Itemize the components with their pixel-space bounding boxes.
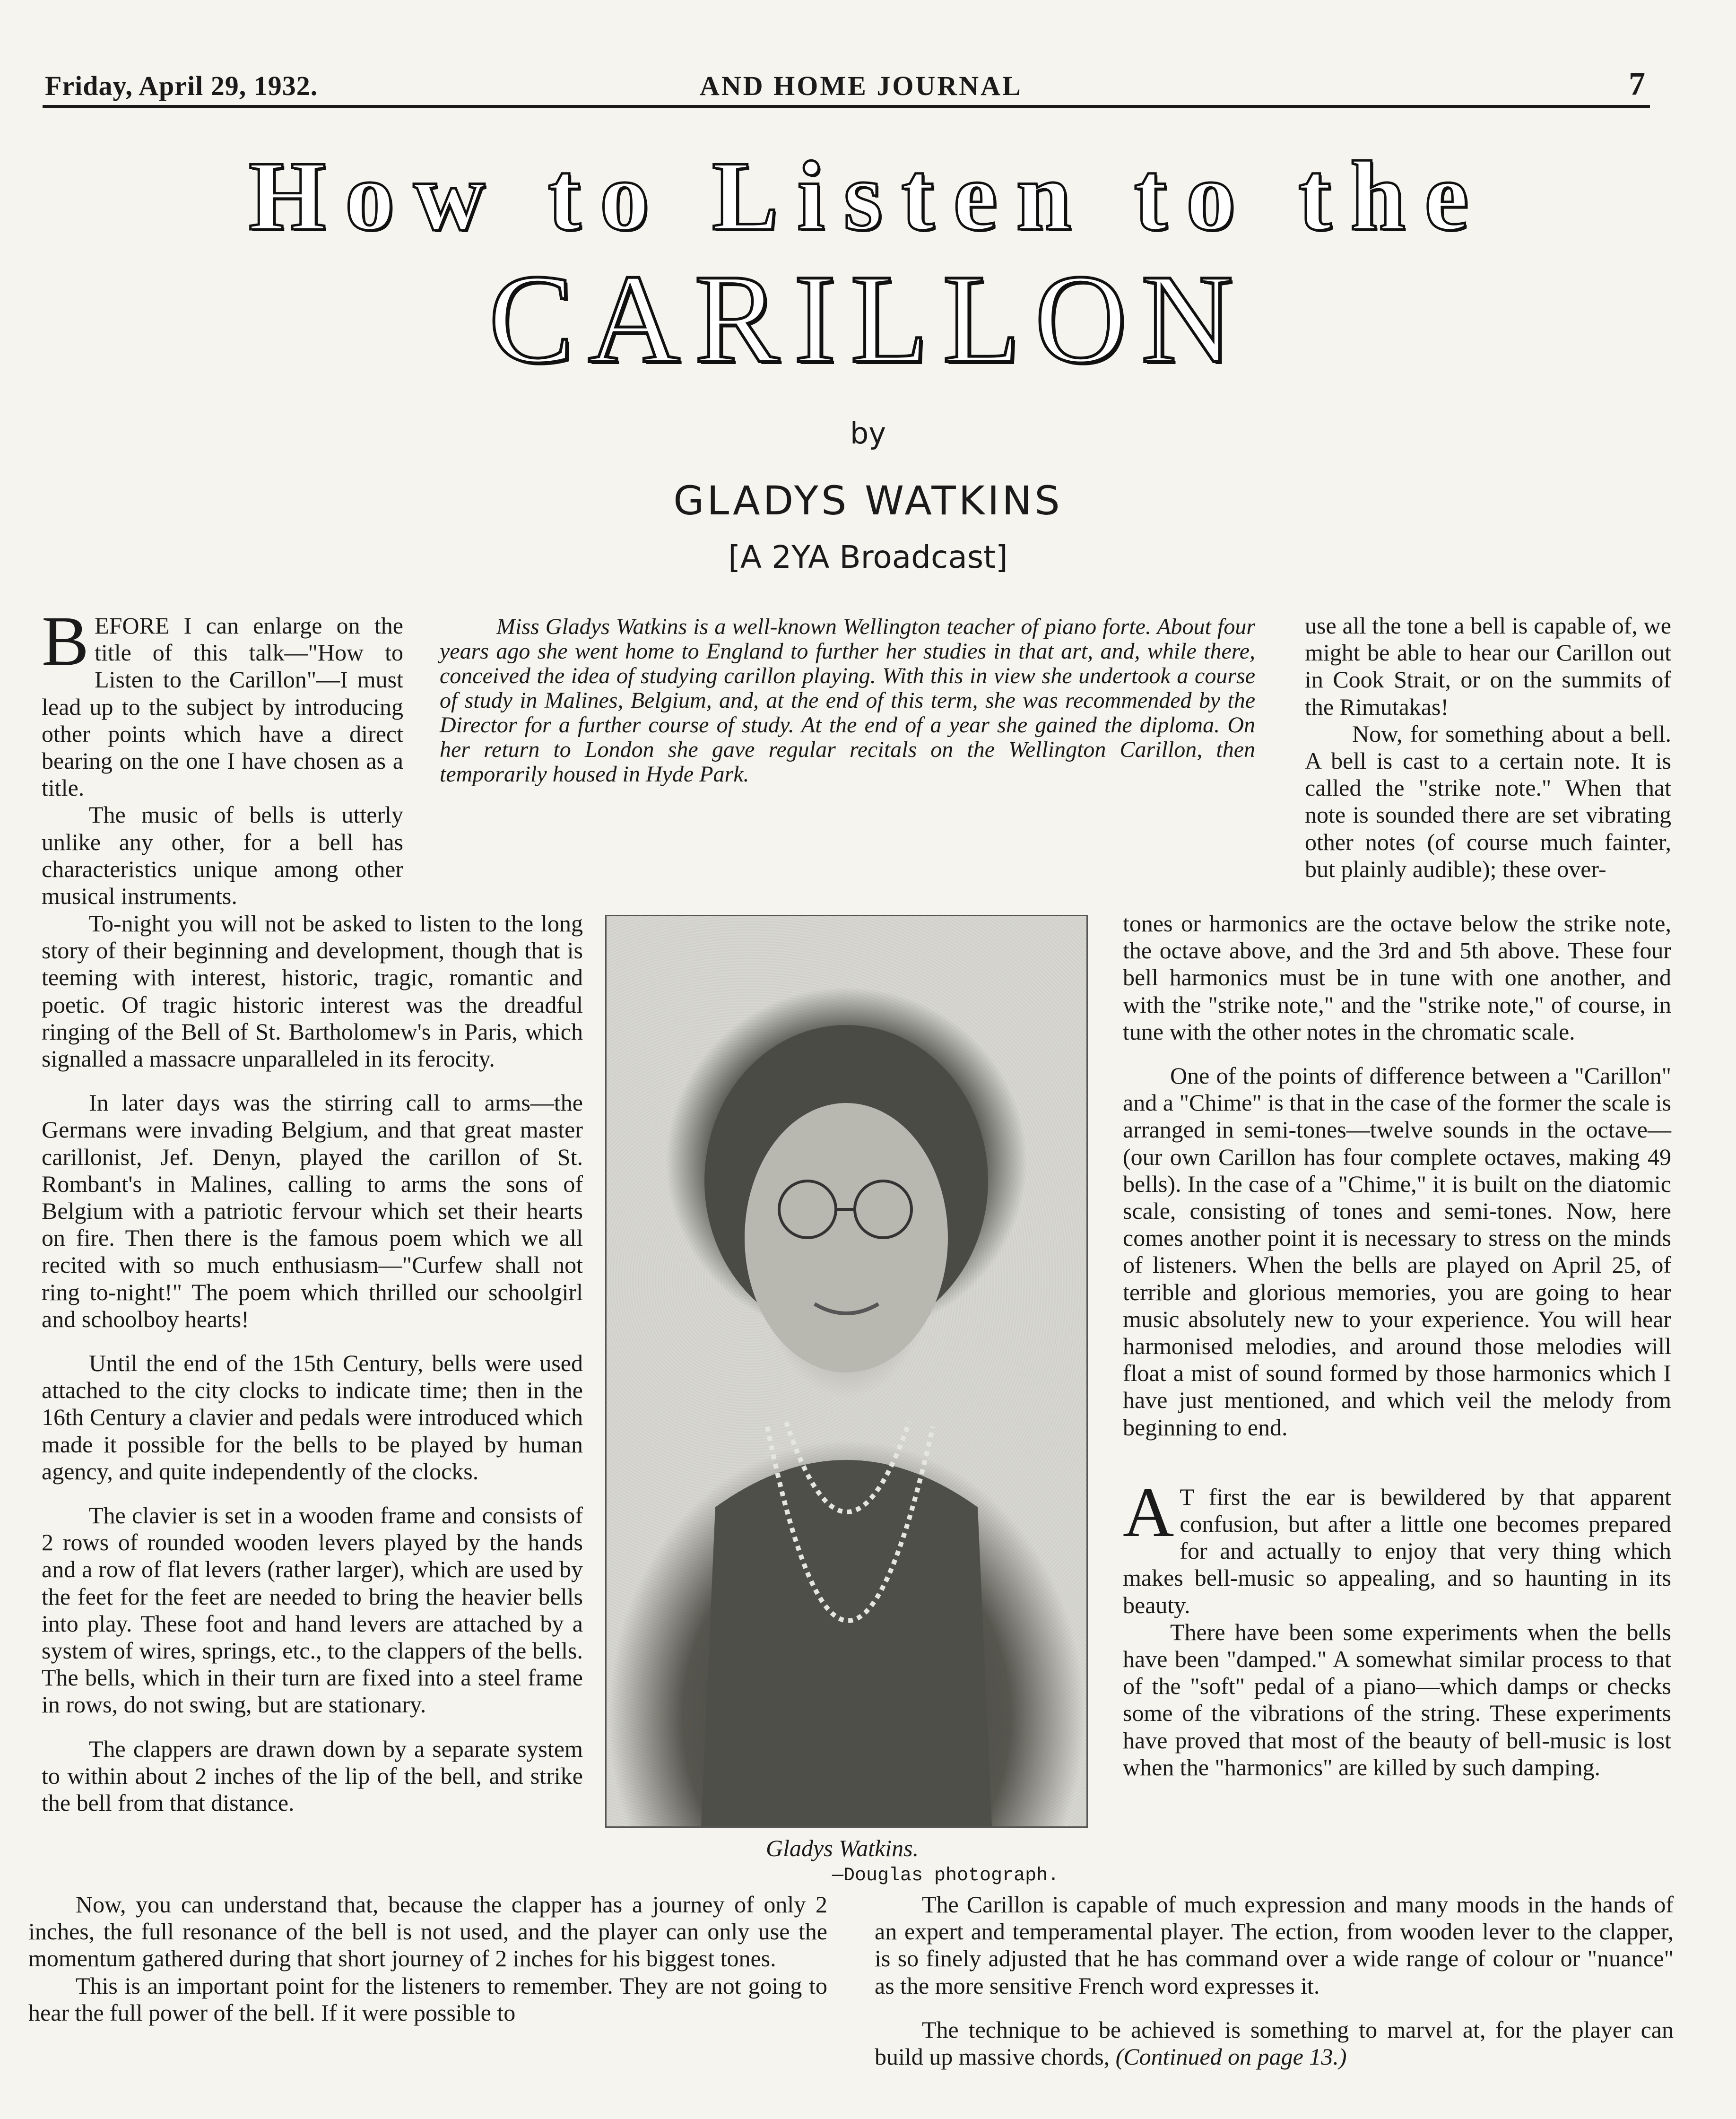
para-later-days: In later days was the stirring call to arms—the Germans were invading Belgium, and that great master carillonist, Jef. Denyn, played the carillon of St. Rombant's in Malines, calling to arms the sons of Belgium with a patriotic fervour which set their hearts on fire. Then there is the famous poem which we all recited with so much enthusiasm—"Curfew shall not ring to-night!" The poem which thrilled our schoolgirl and schoolboy hearts! (42, 1089, 583, 1332)
headline-line-1: How to Listen to the (249, 141, 1487, 251)
para-expression: The Carillon is capable of much expression and many moods in the hands of an expert and temperamental player. The ection, from wooden lever to the clapper, is so finely adjusted that he has command over a wide range of colour or "nuance" as the more sensitive French word expresses it. (875, 1891, 1674, 1999)
headline-line-2: CARILLON (488, 248, 1248, 390)
author-name: GLADYS WATKINS (673, 478, 1063, 524)
right-column-main (1123, 910, 1671, 1781)
para-tonight: To-night you will not be asked to listen to the long story of their beginning and development, though that is teeming with interest, historic, tragic, romantic and poetic. Of tragic historic interest was the dreadful ringing of the Bell of St. Bartholomew's in Paris, which signalled a massacre unparalleled in its ferocity. (42, 910, 583, 1072)
drop-cap-a: A (1123, 1473, 1174, 1552)
left-column-bottom (28, 1891, 827, 2026)
para-harmonics: tones or harmonics are the octave below the strike note, the octave above, and the 3rd and 5th above. These four bell harmonics must be in tune with one another, and with the "strike note," and the "strike note," of course, in tune with the other notes in the chromatic scale. (1123, 910, 1671, 1045)
intro-text: Miss Gladys Watkins is a well-known Wellington teacher of piano forte. About four years ago she went home to England to further her studies in that art, and, while there, conceived the idea of studying carillon playing. With this in view she undertook a course of study in Malines, Belgium, and, at the end of this term, she was recommended by the Director for a further course of study. At the end of a year she gained the diploma. On her return to London she gave regular recitals on the Wellington Carillon, then temporarily housed in Hyde Park. (440, 614, 1255, 787)
right-column-bottom (875, 1891, 1674, 2070)
para-opening: EFORE I can enlarge on the title of this talk—"How to Listen to the Carillon"—I must lead up to the subject by introducing other points which have a direct bearing on the one I have chosen as a title. (42, 612, 403, 801)
header-rule (43, 105, 1650, 108)
portrait-photo (605, 915, 1088, 1828)
continued-note: (Continued on page 13.) (1115, 2043, 1347, 2070)
page-mark: 7 (1629, 66, 1646, 102)
para-damped: There have been some experiments when the bells have been "damped." A somewhat similar process to that of the "soft" pedal of a piano—which damps or checks some of the vibrations of the string. These experiments have proved that most of the beauty of bell-music is lost when the "harmonics" are killed by such damping. (1123, 1618, 1671, 1780)
intro-panel (440, 615, 1255, 787)
para-bells-unlike: The music of bells is utterly unlike any other, for a bell has characteristics unique among other musical instruments. (42, 801, 403, 910)
para-technique: The technique to be achieved is something to marvel at, for the player can build up massive chords, (875, 2016, 1674, 2070)
broadcast-note: [A 2YA Broadcast] (728, 539, 1008, 575)
journal-name: AND HOME JOURNAL (700, 70, 1023, 101)
issue-date: Friday, April 29, 1932. (45, 70, 318, 101)
right-column-top (1305, 612, 1671, 883)
photo-credit: —Douglas photograph. (832, 1865, 1059, 1886)
para-clappers: The clappers are drawn down by a separate system to within about 2 inches of the lip of the bell, and strike the bell from that distance. (42, 1735, 583, 1816)
para-carillon-vs-chime: One of the points of difference between a "Carillon" and a "Chime" is that in the case of the former the scale is arranged in semi-tones—twelve sounds in the octave—(our own Carillon has four complete octaves, making 49 bells). In the case of a "Chime," it is built on the diatomic scale, consisting of tones and semi-tones. Now, here comes another point it is necessary to stress on the minds of listeners. When the bells are played on April 25, of terrible and glorious memories, you are going to hear music absolutely new to your experience. You will hear harmonised melodies, and around those melodies will float a mist of sound formed by those harmonics which I have just mentioned, and which veil the melody from beginning to end. (1123, 1062, 1671, 1441)
drop-cap-b: B (42, 602, 89, 680)
photo-caption: Gladys Watkins. (766, 1835, 919, 1861)
para-clavier: The clavier is set in a wooden frame and consists of 2 rows of rounded wooden levers played by the hands and a row of flat levers (rather larger), which are used by the feet for the feet are needed to bring the heavier bells into play. These foot and hand levers are attached by a system of wires, springs, etc., to the clappers of the bells. The bells, which in their turn are fixed into a steel frame in rows, do not swing, but are stationary. (42, 1502, 583, 1718)
para-15th-century: Until the end of the 15th Century, bells were used attached to the city clocks to indicate time; then in the 16th Century a clavier and pedals were introduced which made it possible for the bells to be played by human agency, and quite independently of the clocks. (42, 1350, 583, 1485)
para-tone-capable: use all the tone a bell is capable of, we might be able to hear our Carillon out in Cook Strait, or on the summits of the Rimutakas! (1305, 612, 1671, 720)
portrait-figure-icon (607, 916, 1086, 1826)
byline-by: by (850, 416, 886, 451)
left-column-main (42, 910, 583, 1816)
para-clapper-journey: Now, you can understand that, because the clapper has a journey of only 2 inches, the full resonance of the bell is not used, and the player can only use the momentum gathered during that short journey of 2 inches for his biggest tones. (28, 1891, 827, 1972)
para-important-point: This is an important point for the listeners to remember. They are not going to hear the full power of the bell. If it were possible to (28, 1972, 827, 2026)
para-strike-note: Now, for something about a bell. A bell is cast to a certain note. It is called the "strike note." When that note is sounded there are set vibrating other notes (of course much fainter, but plainly audible); these over- (1305, 720, 1671, 882)
left-column-top (42, 602, 403, 910)
para-ear-bewildered: T first the ear is bewildered by that apparent confusion, but after a little one becomes prepared for and actually to enjoy that very thing which makes bell-music so appealing, and so haunting in its beauty. (1123, 1483, 1671, 1618)
